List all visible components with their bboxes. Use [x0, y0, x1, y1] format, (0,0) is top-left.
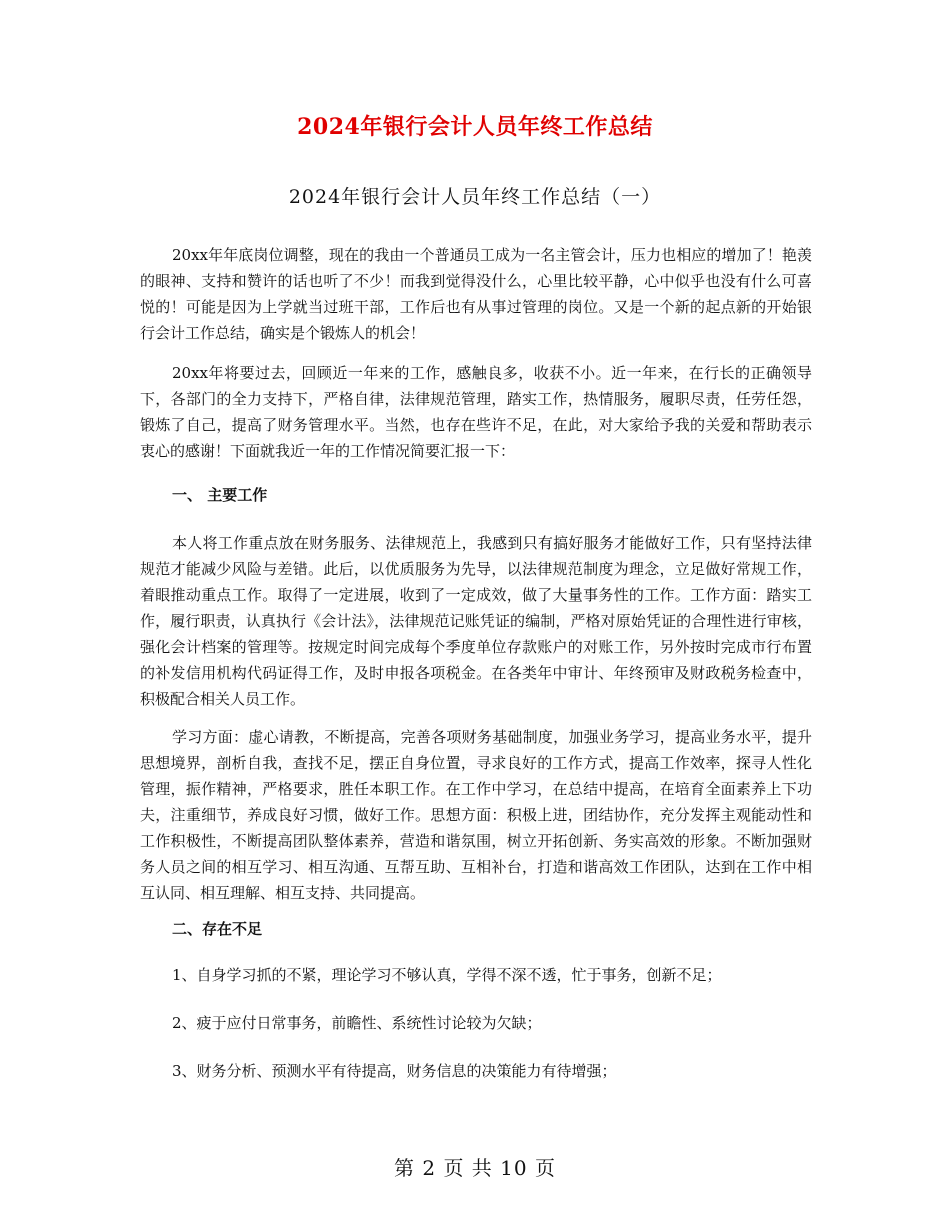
intro-paragraph-1: 20xx年年底岗位调整，现在的我由一个普通员工成为一名主管会计，压力也相应的增加了！艳羡的眼神、支持和赞许的话也听了不少！而我到觉得没什么，心里比较平静，心中似乎也没有什么可喜悦的！可能是因为上学就当过班干部，工作后也有从事过管理的岗位。又是一个新的起点新的开始银行会计工作总结，确实是个锻炼人的机会！: [140, 246, 812, 342]
section-heading-shortcomings: 二、存在不足: [172, 920, 263, 938]
shortcoming-item-1: 1、自身学习抓的不紧，理论学习不够认真，学得不深不透，忙于事务，创新不足；: [172, 966, 722, 984]
document-title: 2024年银行会计人员年终工作总结: [297, 114, 653, 140]
shortcoming-item-2: 2、疲于应付日常事务，前瞻性、系统性讨论较为欠缺；: [172, 1014, 542, 1032]
main-work-paragraph-2: 学习方面：虚心请教，不断提高，完善各项财务基础制度，加强业务学习，提高业务水平，提升思想境界，剖析自我，查找不足，摆正自身位置，寻求良好的工作方式，提高工作效率，探寻人性化管理，振作精神，严格要求，胜任本职工作。在工作中学习，在总结中提高，在培育全面素养上下功夫，注重细节，养成良好习惯，做好工作。思想方面：积极上进，团结协作，充分发挥主观能动性和工作积极性，不断提高团队整体素养，营造和谐氛围，树立开拓创新、务实高效的形象。不断加强财务人员之间的相互学习、相互沟通、互帮互助、互相补台，打造和谐高效工作团队，达到在工作中相互认同、相互理解、相互支持、共同提高。: [140, 728, 812, 902]
main-work-paragraph-1: 本人将工作重点放在财务服务、法律规范上，我感到只有搞好服务才能做好工作，只有坚持法律规范才能减少风险与差错。此后，以优质服务为先导，以法律规范制度为理念，立足做好常规工作，着眼推动重点工作。取得了一定进展，收到了一定成效，做了大量事务性的工作。工作方面：踏实工作，履行职责，认真执行《会计法》，法律规范记账凭证的编制，严格对原始凭证的合理性进行审核，强化会计档案的管理等。按规定时间完成每个季度单位存款账户的对账工作，另外按时完成市行布置的补发信用机构代码证得工作，及时申报各项税金。在各类年中审计、年终预审及财政税务检查中，积极配合相关人员工作。: [140, 534, 812, 708]
intro-paragraph-2: 20xx年将要过去，回顾近一年来的工作，感触良多，收获不小。近一年来，在行长的正确领导下，各部门的全力支持下，严格自律，法律规范管理，踏实工作，热情服务，履职尽责，任劳任怨，锻炼了自己，提高了财务管理水平。当然，也存在些许不足，在此，对大家给予我的关爱和帮助表示衷心的感谢！下面就我近一年的工作情况简要汇报一下：: [140, 364, 812, 460]
document-subtitle: 2024年银行会计人员年终工作总结（一）: [288, 186, 662, 208]
section-heading-main-work: 一、 主要工作: [172, 486, 268, 504]
shortcoming-item-3: 3、财务分析、预测水平有待提高，财务信息的决策能力有待增强；: [172, 1062, 617, 1080]
page-number-footer: 第 2 页 共 10 页: [394, 1156, 556, 1180]
